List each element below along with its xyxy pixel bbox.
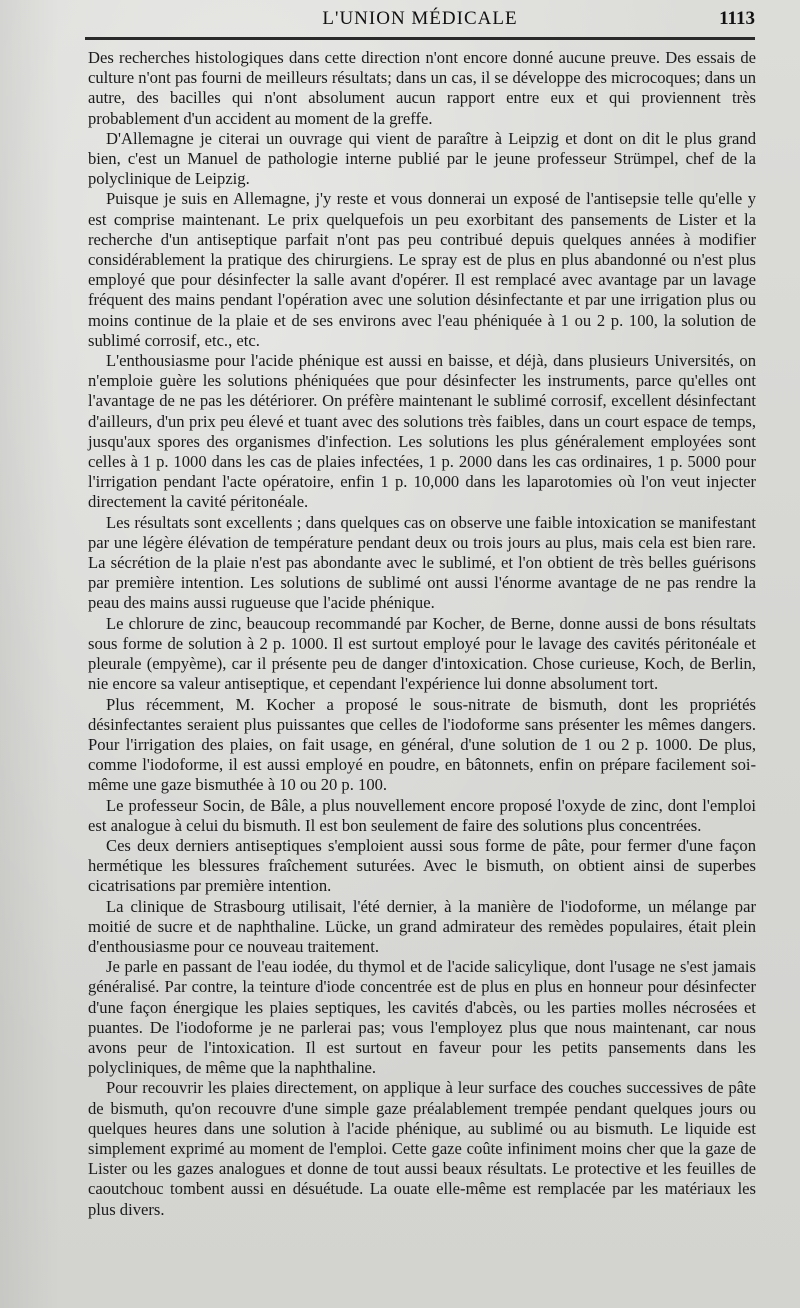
- paragraph: Le professeur Socin, de Bâle, a plus nouvellement encore proposé l'oxyde de zinc, dont l'emploi est analogue à celui du bismuth. Il est bon seulement de faire des solutions plus concentrées.: [88, 795, 756, 835]
- paragraph: La clinique de Strasbourg utilisait, l'été dernier, à la manière de l'iodoforme, un mélange par moitié de sucre et de naphthaline. Lücke, un grand admirateur des remèdes populaires, était plein d'enthousiasme pour ce nouveau traitement.: [88, 896, 756, 956]
- paragraph: Pour recouvrir les plaies directement, on applique à leur surface des couches successives de pâte de bismuth, qu'on recouvre d'une simple gaze préalablement trempée pendant quelques jours ou quelques heures dans une solution à l'acide phénique, au sublimé ou au bismuth. Le liquide est simplement exprimé au moment de l'emploi. Cette gaze coûte infiniment moins cher que la gaze de Lister ou les gazes analogues et donne de tout aussi beaux résultats. Le protective et les feuilles de caoutchouc tombent aussi en désuétude. La ouate elle-même est remplacée par les matériaux les plus divers.: [88, 1078, 756, 1219]
- paragraph: Plus récemment, M. Kocher a proposé le sous-nitrate de bismuth, dont les propriétés désinfectantes seraient plus puissantes que celles de l'iodoforme sans présenter les mêmes dangers. Pour l'irrigation des plaies, on fait usage, en général, d'une solution de 1 ou 2 p. 1000. De plus, comme l'iodoforme, il est aussi employé en poudre, en bâtonnets, enfin on prépare facilement soi-même une gaze bismuthée à 10 ou 20 p. 100.: [88, 694, 756, 795]
- page-fold-shadow: [0, 0, 60, 1308]
- paragraph: Je parle en passant de l'eau iodée, du thymol et de l'acide salicylique, dont l'usage ne s'est jamais généralisé. Par contre, la teinture d'iode concentrée est de plus en plus en honneur pour désinfecter d'une façon énergique les plaies septiques, les cavités d'abcès, ou les parties molles nécrosées et puantes. De l'iodoforme je ne parlerai pas; vous l'employez plus que nous maintenant, car nous avons peur de l'intoxication. Il est surtout en faveur pour les petits pansements dans les polycliniques, de même que la naphthaline.: [88, 957, 756, 1078]
- paragraph: Les résultats sont excellents ; dans quelques cas on observe une faible intoxication se manifestant par une légère élévation de température pendant deux ou trois jours au plus, mais cela est bien rare. La sécrétion de la plaie n'est pas abondante avec le sublimé, et l'on obtient de très belles guérisons par première intention. Les solutions de sublimé ont aussi l'énorme avantage de ne pas rendre la peau des mains aussi rugueuse que l'acide phénique.: [88, 512, 756, 613]
- paragraph: Puisque je suis en Allemagne, j'y reste et vous donnerai un exposé de l'antisepsie telle qu'elle y est comprise maintenant. Le prix quelquefois un peu exorbitant des pansements de Lister et la recherche d'un antiseptique parfait n'ont pas peu contribué depuis quelques années à modifier considérablement la pratique des chirurgiens. Le spray est de plus en plus abandonné ou n'est plus employé que pour désinfecter la salle avant d'opérer. Il est remplacé avec avantage par un lavage fréquent des mains pendant l'opération avec une solution désinfectante et par une irrigation plus ou moins continue de la plaie et de ses environs avec l'eau phéniquée à 1 ou 2 p. 100, la solution de sublimé corrosif, etc., etc.: [88, 189, 756, 350]
- running-title: L'UNION MÉDICALE: [322, 8, 518, 29]
- article-body: [88, 48, 756, 1220]
- page-number: 1113: [719, 8, 755, 29]
- paragraph: Le chlorure de zinc, beaucoup recommandé par Kocher, de Berne, donne aussi de bons résultats sous forme de solution à 2 p. 1000. Il est surtout employé pour le lavage des cavités péritonéale et pleurale (empyème), car il présente peu de danger d'intoxication. Chose curieuse, Koch, de Berlin, nie encore sa valeur antiseptique, et cependant l'expérience lui donne absolument tort.: [88, 613, 756, 694]
- paragraph: L'enthousiasme pour l'acide phénique est aussi en baisse, et déjà, dans plusieurs Universités, on n'emploie guère les solutions phéniquées que pour désinfecter les instruments, parce qu'elles ont l'avantage de ne pas les détériorer. On préfère maintenant le sublimé corrosif, excellent désinfectant d'ailleurs, d'un prix peu élevé et tuant avec des solutions très faibles, dans un court espace de temps, jusqu'aux spores des organismes d'infection. Les solutions les plus généralement employées sont celles à 1 p. 1000 dans les cas de plaies infectées, 1 p. 2000 dans les cas ordinaires, 1 p. 5000 pour l'irrigation pendant l'acte opératoire, enfin 1 p. 10,000 dans les laparotomies où l'on veut injecter directement la cavité péritonéale.: [88, 351, 756, 512]
- paragraph: Des recherches histologiques dans cette direction n'ont encore donné aucune preuve. Des essais de culture n'ont pas fourni de meilleurs résultats; dans un cas, il se développe des microcoques; dans un autre, des bacilles qui n'ont absolument aucun rapport entre eux et qui proviennent très probablement d'un accident au moment de la greffe.: [88, 48, 756, 128]
- paragraph: Ces deux derniers antiseptiques s'emploient aussi sous forme de pâte, pour fermer d'une façon hermétique les blessures fraîchement suturées. Avec le bismuth, on obtient ainsi de superbes cicatrisations par première intention.: [88, 835, 756, 896]
- header-rule: [85, 37, 755, 40]
- page-header: [85, 8, 755, 34]
- paragraph: D'Allemagne je citerai un ouvrage qui vient de paraître à Leipzig et dont on dit le plus grand bien, c'est un Manuel de pathologie interne publié par le jeune professeur Strümpel, chef de la polyclinique de Leipzig.: [88, 128, 756, 189]
